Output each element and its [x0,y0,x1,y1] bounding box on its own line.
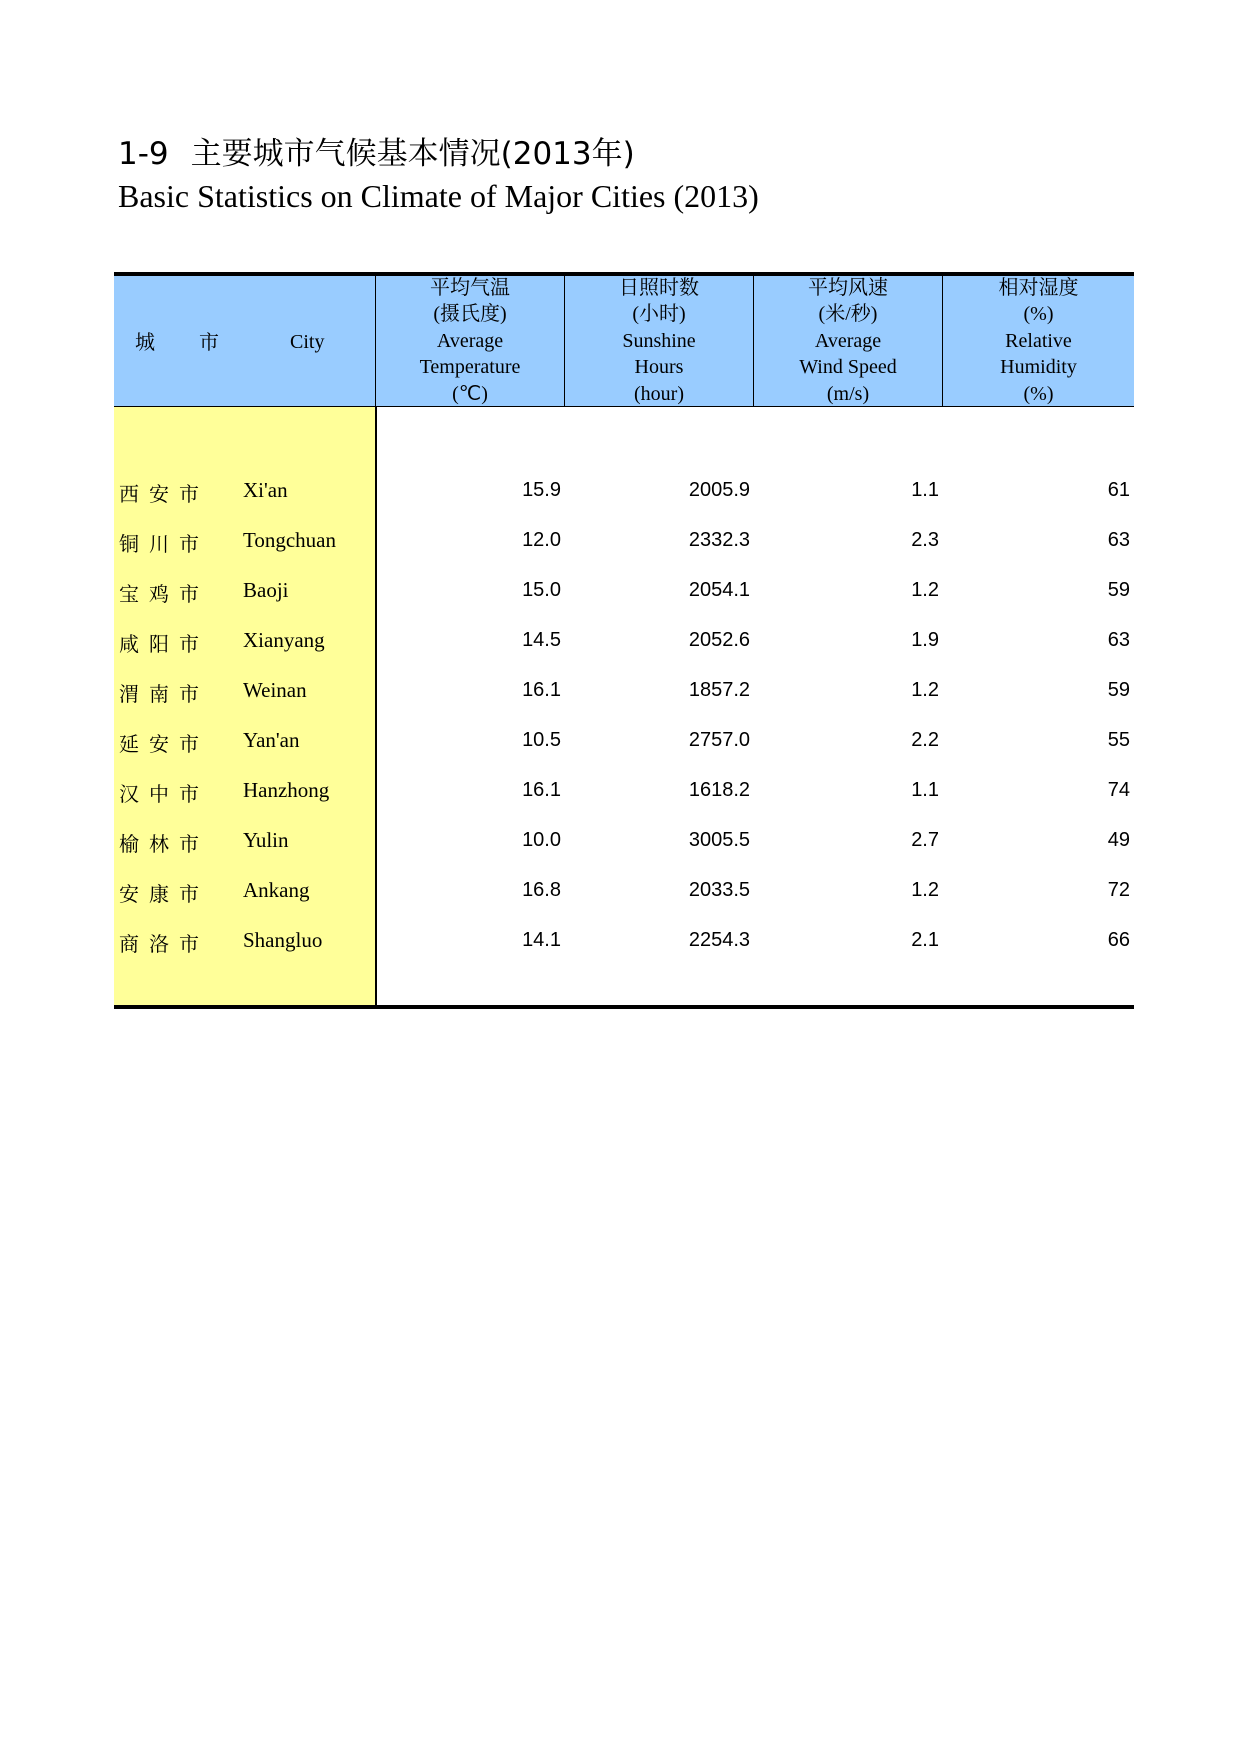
header-humidity-cn: 相对湿度 [998,276,1079,299]
table-row [114,868,1134,918]
header-temperature-cn: 平均气温 [430,276,510,299]
header-humidity-en1: Relative [1005,329,1072,352]
humidity-value: 74 [1107,779,1130,801]
city-name-en: Yulin [243,828,289,852]
header-city [114,276,376,406]
header-city-cn: 城市 [135,330,263,354]
header-temperature [376,276,564,406]
temperature-value: 14.5 [522,629,561,651]
table-row [114,668,1134,718]
city-name-en: Yan'an [243,728,300,752]
header-temperature-unit-cn: (摄氏度) [433,303,507,326]
humidity-value: 55 [1107,729,1130,751]
temperature-value: 14.1 [522,929,561,951]
header-sunshine-en1: Sunshine [622,329,696,352]
table-row [114,818,1134,868]
humidity-value: 66 [1107,929,1130,951]
header-temperature-unit-en: (℃) [452,382,488,405]
temperature-value: 16.1 [522,779,561,801]
climate-table [114,272,1134,1009]
table-row [114,568,1134,618]
city-name-en: Shangluo [243,928,323,952]
table-row [114,918,1134,968]
sunshine-value: 1618.2 [688,779,750,801]
city-name-en: Hanzhong [243,778,330,802]
wind-value: 2.3 [911,529,939,551]
header-city-en: City [290,331,325,353]
temperature-value: 15.0 [522,579,561,601]
city-name-en: Ankang [243,878,310,902]
header-humidity-en2: Humidity [1000,356,1077,379]
temperature-value: 10.0 [522,829,561,851]
header-sunshine [565,276,753,406]
sunshine-value: 2332.3 [688,529,750,551]
city-name-cn: 延安市 [119,732,209,756]
wind-value: 1.2 [911,879,939,901]
humidity-value: 63 [1107,629,1130,651]
table-title-cn-text: 主要城市气候基本情况(2013年) [190,136,635,172]
city-name-en: Xianyang [243,628,325,652]
table-row [114,518,1134,568]
sunshine-value: 2033.5 [688,879,750,901]
header-wind-unit-en: (m/s) [826,382,870,405]
temperature-value: 12.0 [522,529,561,551]
city-name-cn: 铜川市 [119,532,209,556]
header-wind [754,276,942,406]
city-name-en: Weinan [243,678,307,702]
table-bottom-rule [114,1005,1134,1009]
humidity-value: 49 [1107,829,1130,851]
wind-value: 1.9 [911,629,939,651]
humidity-value: 63 [1107,529,1130,551]
wind-value: 1.2 [911,679,939,701]
header-temperature-en1: Average [436,329,504,352]
table-title-cn [118,128,635,173]
header-wind-cn: 平均风速 [808,276,888,299]
wind-value: 2.7 [911,829,939,851]
temperature-value: 16.1 [522,679,561,701]
header-sunshine-cn: 日照时数 [619,276,699,299]
city-name-cn: 西安市 [119,482,209,506]
temperature-value: 16.8 [522,879,561,901]
city-name-cn: 汉中市 [119,782,209,806]
sunshine-value: 2054.1 [688,579,750,601]
city-name-cn: 渭南市 [119,682,209,706]
table-row [114,468,1134,518]
city-name-cn: 宝鸡市 [119,582,209,606]
header-humidity-unit-en: (%) [1023,382,1054,405]
sunshine-value: 1857.2 [688,679,750,701]
header-wind-en2: Wind Speed [799,356,897,379]
header-sunshine-unit-cn: (小时) [632,303,686,326]
city-name-en: Xi'an [243,478,288,502]
header-humidity-unit-cn: (%) [1023,303,1054,326]
city-name-en: Tongchuan [243,528,337,552]
temperature-value: 15.9 [522,479,561,501]
humidity-value: 72 [1107,879,1130,901]
city-name-cn: 安康市 [119,882,209,906]
sunshine-value: 3005.5 [688,829,750,851]
sunshine-value: 2052.6 [688,629,750,651]
table-number: 1-9 [118,136,169,172]
wind-value: 2.2 [911,729,939,751]
table-header [114,276,1134,407]
table-row [114,768,1134,818]
table-row [114,718,1134,768]
wind-value: 1.1 [911,479,939,501]
city-name-en: Baoji [243,578,289,602]
wind-value: 1.2 [911,579,939,601]
header-temperature-en2: Temperature [419,356,521,379]
city-name-cn: 商洛市 [119,932,209,956]
table-row [114,618,1134,668]
temperature-value: 10.5 [522,729,561,751]
wind-value: 1.1 [911,779,939,801]
sunshine-value: 2254.3 [688,929,750,951]
header-sunshine-unit-en: (hour) [634,382,684,405]
header-humidity [943,276,1134,406]
wind-value: 2.1 [911,929,939,951]
table-title-en: Basic Statistics on Climate of Major Cities (2013) [118,178,759,214]
humidity-value: 59 [1107,679,1130,701]
humidity-value: 61 [1107,479,1130,501]
header-wind-en1: Average [814,329,882,352]
sunshine-value: 2005.9 [688,479,750,501]
sunshine-value: 2757.0 [688,729,750,751]
city-name-cn: 榆林市 [119,832,209,856]
header-sunshine-en2: Hours [634,356,684,379]
city-name-cn: 咸阳市 [119,632,209,656]
header-wind-unit-cn: (米/秒) [818,303,878,326]
humidity-value: 59 [1107,579,1130,601]
